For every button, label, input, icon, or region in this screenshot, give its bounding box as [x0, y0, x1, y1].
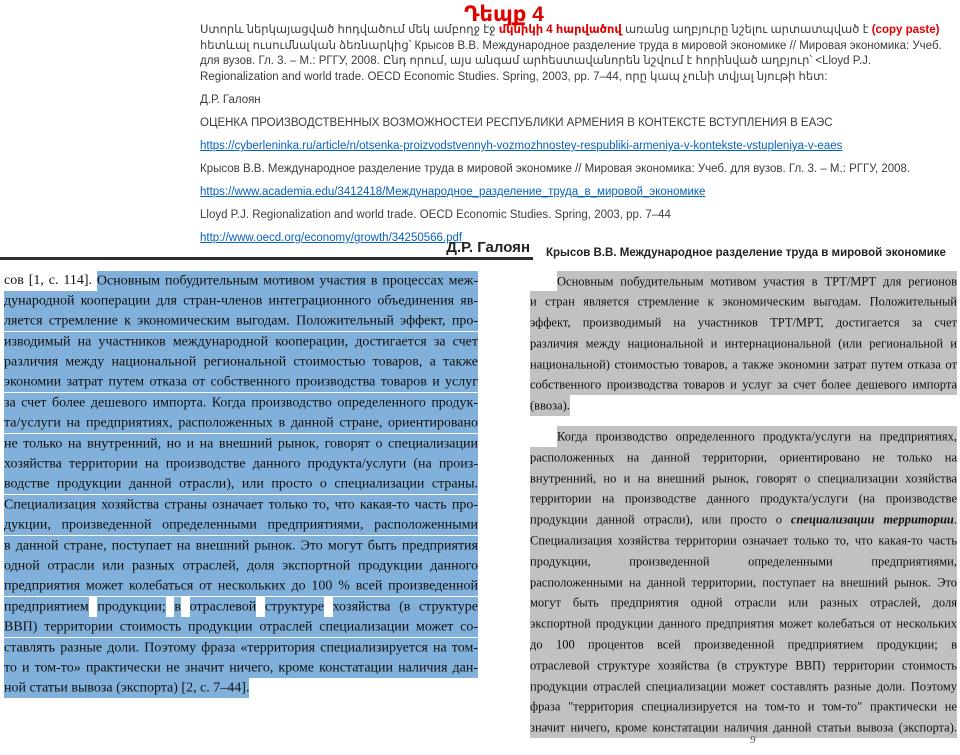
plain-text: сов [1, с. 114].	[4, 273, 97, 288]
plain-text	[181, 599, 190, 614]
text-line	[4, 312, 478, 332]
highlighted-text: Когда производство определенного продукта/услуги на предприятиях,	[557, 426, 957, 447]
text-line	[530, 447, 957, 468]
source-paragraph	[530, 427, 957, 739]
intro-text: Ստորև ներկայացված հոդվածում մեկ ամբողջ էջ	[200, 24, 499, 36]
highlighted-text: ставлять разные доли. Поэтому фраза «территория специализируется на том-	[4, 638, 478, 658]
highlighted-text: значит ничего, кроме констатации наличия данной статьи вывоза (экспорта).	[530, 717, 957, 738]
highlighted-text: продукции данной отрасли), или просто о	[530, 509, 791, 530]
highlighted-text: та/услуги на предприятиях, расположенных в данной стране, ориентировано	[4, 413, 478, 433]
highlighted-text: собственного производства товаров и услуг за счет более дешевого импорта	[530, 374, 957, 395]
text-line	[530, 655, 957, 676]
highlighted-text: то и том-то» практически не значит ничего, кроме констатации наличия дан-	[4, 658, 478, 678]
text-line	[530, 333, 957, 354]
highlighted-text: экономии затрат путем отказа от собственного производства товаров и услуг	[4, 372, 478, 392]
text-line	[4, 597, 478, 617]
text-line	[4, 536, 478, 556]
text-line	[530, 676, 957, 697]
text-line	[4, 516, 478, 536]
intro-text: առանց աղբյուրը նշելու արտատպված է	[621, 24, 872, 36]
text-line	[4, 434, 478, 454]
highlighted-text: одной отрасли или разных отраслей, доля экспортной продукции данного	[4, 556, 478, 576]
highlighted-text: в	[174, 597, 181, 617]
text-line	[4, 414, 478, 434]
text-line	[4, 577, 478, 597]
text-line	[4, 556, 478, 576]
highlighted-text: (ввоза).	[530, 395, 570, 416]
left-article-header: Д.Р. Галоян	[0, 239, 533, 260]
reference-link[interactable]: http://www.oecd.org/economy/growth/34250566.pdf	[200, 232, 463, 244]
text-line	[4, 393, 478, 413]
highlighted-text: специализации территории	[791, 509, 954, 530]
highlighted-text: изводимый на участников международной кооперации, достигается за счет	[4, 332, 478, 352]
highlighted-text: хозяйства (в структуре	[333, 597, 478, 617]
highlighted-text: ВВП) территории стоимость продукции отраслей специализации может со-	[4, 617, 478, 637]
highlighted-text: внутренний, но и на внешний рынок, говорят о специализации хозяйства	[530, 468, 957, 489]
highlighted-text: ной статьи вывоза (экспорта) [2, с. 7–44].	[4, 678, 249, 698]
text-line	[4, 291, 478, 311]
text-line	[4, 638, 478, 658]
highlighted-text: различия между национальной и интернациональной (или региональной и	[530, 333, 957, 354]
text-line	[4, 271, 478, 291]
highlighted-text: расположенными на данной территории, поступает на внешний рынок. Это	[530, 572, 957, 593]
highlighted-text: до 100 процентов всей произведенной предприятием продукции; в	[530, 634, 957, 655]
page-title: Դեպք 4	[464, 3, 544, 26]
plain-text	[256, 599, 265, 614]
text-line	[530, 468, 957, 489]
intro-red-emphasis: մկնիկի 4 հարվածով	[498, 24, 622, 36]
highlighted-text: предприятия может колебаться от нескольких до 100 % всей произведенной	[4, 576, 478, 596]
right-source-header: Крысов В.В. Международное разделение труда в мировой экономике	[546, 247, 946, 259]
text-line	[4, 332, 478, 352]
highlighted-text: за счет более дешевого импорта. Когда производство определенного продук-	[4, 393, 478, 413]
highlighted-text: в данной стране, поступает на внешний рынок. Это могут быть предприятия	[4, 536, 478, 556]
intro-red-emphasis: (copy paste)	[871, 24, 940, 36]
highlighted-text: различия между национальной региональной стоимостью товаров, а также	[4, 352, 478, 372]
text-line	[4, 373, 478, 393]
text-line	[530, 551, 957, 572]
text-line	[530, 531, 957, 552]
text-line	[530, 354, 957, 375]
text-line	[530, 572, 957, 593]
highlighted-text: продукции;	[97, 597, 165, 617]
text-line	[4, 618, 478, 638]
text-line	[4, 455, 478, 475]
highlighted-text: национальной) стоимостью товаров, а также экономии затрат путем отказа от	[530, 354, 957, 375]
text-line	[4, 679, 478, 699]
text-line	[530, 718, 957, 739]
highlighted-text: Основным побудительным мотивом участия в ТРТ/МРТ для регионов	[557, 271, 957, 292]
text-line	[530, 593, 957, 614]
reference-list	[200, 94, 952, 255]
comparison-right-column	[530, 271, 957, 749]
text-line	[530, 614, 957, 635]
reference-item: ОЦЕНКА ПРОИЗВОДСТВЕННЫХ ВОЗМОЖНОСТЕЙ РЕСПУБЛИКИ АРМЕНИЯ В КОНТЕКСТЕ ВСТУПЛЕНИЯ В ЕАЭС	[200, 117, 833, 129]
plain-text	[324, 599, 333, 614]
highlighted-text: структуре	[265, 597, 324, 617]
text-line	[530, 489, 957, 510]
highlighted-text: отраслевой	[190, 597, 257, 617]
highlighted-text: и стран является стремление к экономическим выгодам. Положительный	[530, 291, 957, 312]
text-line	[530, 427, 957, 448]
highlighted-text: территории на производстве данного продукта/услуги (на производстве	[530, 488, 957, 509]
text-line	[4, 658, 478, 678]
text-line	[4, 495, 478, 515]
highlighted-text: водстве продукции данной отрасли), или просто о специализации страны.	[4, 474, 478, 494]
comparison-left-column	[4, 271, 478, 699]
intro-text: հետևալ ուսումնական ձեռնարկից՝ Крысов В.В. Международное разделение труда в мировой экономике // Мировая экономика: Учеб. для вузов. Гл. 3. – М.: РГГУ, 2008. Ընդ որում, այս անգամ արհեստավանորեն նշվում է հորինված աղբյուր՝ <Lloyd P.J. Regionalization and world trade. OECD Economic Studies. Spring, 2003, pp. 7–44, որը կապ չունի տվյալ նյութի հետ:	[200, 39, 942, 83]
highlighted-text: продукции отраслей специализации может составлять разные доли. Поэтому	[530, 676, 957, 697]
highlighted-text: фраза "территория специализируется на том-то и том-то" практически не	[530, 696, 957, 717]
highlighted-text: Основным побудительным мотивом участия в процессах меж-	[97, 271, 478, 291]
highlighted-text: хозяйства территории на производстве данного продукта/услуги (на произ-	[4, 454, 478, 474]
text-line	[530, 313, 957, 334]
page-number: 9	[750, 734, 756, 746]
text-line	[530, 396, 957, 417]
text-line	[530, 292, 957, 313]
highlighted-text: продукции, произведенной определенными предприятиями,	[530, 551, 957, 572]
highlighted-text: дукции, произведенной определенными предприятиями, расположенными	[4, 515, 478, 535]
source-paragraph	[530, 271, 957, 417]
highlighted-text: расположенных на данной территории, ориентировано не только на	[530, 447, 957, 468]
reference-link[interactable]: https://www.academia.edu/3412418/Международное_разделение_труда_в_мировой_экономике	[200, 186, 706, 198]
text-line	[4, 353, 478, 373]
highlighted-text: Специализация хозяйства территории означает только то, что какая-то часть	[530, 530, 957, 551]
text-line	[4, 475, 478, 495]
text-line	[530, 697, 957, 718]
highlighted-text: предприятием	[4, 597, 89, 617]
intro-paragraph	[200, 23, 952, 85]
text-line	[530, 510, 957, 531]
highlighted-text: могут быть предприятия одной отрасли или разных отраслей, доля	[530, 592, 957, 613]
highlighted-text: отраслевой структуре хозяйства (в структуре ВВП) территории стоимость	[530, 655, 957, 676]
reference-item: Крысов В.В. Международное разделение труда в мировой экономике // Мировая экономика: Учеб. для вузов. Гл. 3. – М.: РГГУ, 2008.	[200, 163, 911, 175]
text-line	[530, 375, 957, 396]
highlighted-text: не только на внутренний, но и на внешний рынок, говорят о специализации	[4, 434, 478, 454]
highlighted-text: дународной кооперации для стран-членов интеграционного объединения яв-	[4, 291, 478, 311]
text-line	[530, 271, 957, 292]
highlighted-text: ляется стремление к экономическим выгодам. Положительный эффект, про-	[4, 311, 478, 331]
reference-item: Д.Р. Галоян	[200, 94, 261, 106]
highlighted-text: Специализация хозяйства страны означает только то, что какая-то часть про-	[4, 495, 478, 515]
highlighted-text: .	[954, 509, 957, 530]
highlighted-text: экспортной продукции данного предприятия может колебаться от нескольких	[530, 613, 957, 634]
highlighted-text: эффект, производимый на участников ТРТ/МРТ, достигается за счет	[530, 312, 957, 333]
reference-link[interactable]: https://cyberleninka.ru/article/n/otsenka-proizvodstvennyh-vozmozhnostey-respubliki-armeniya-v-kontekste-vstupleniya-v-eaes	[200, 140, 843, 152]
text-line	[530, 635, 957, 656]
reference-item: Lloyd P.J. Regionalization and world trade. OECD Economic Studies. Spring, 2003, pp. 7–44	[200, 209, 671, 221]
